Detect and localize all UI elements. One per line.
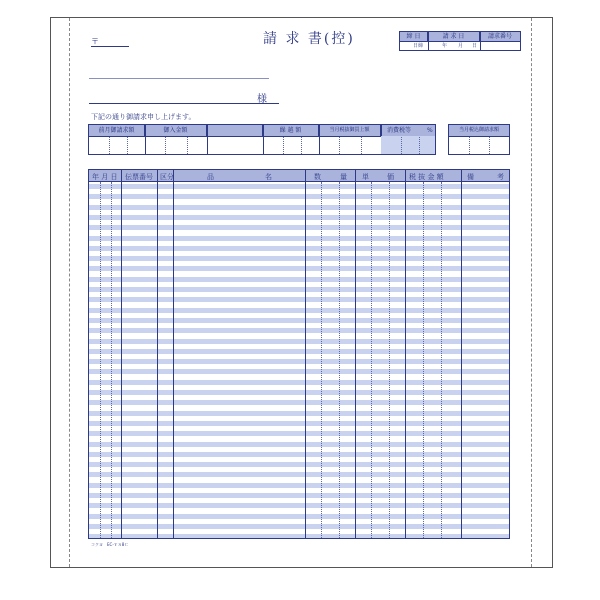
col-date-header: 年 月 日 bbox=[92, 173, 118, 181]
col-sep-5 bbox=[355, 170, 356, 538]
qty-dot-1 bbox=[321, 182, 322, 538]
col-notes-header-1: 備 bbox=[467, 173, 474, 181]
row-stripe bbox=[89, 266, 509, 271]
date-box-sep-1 bbox=[428, 32, 429, 50]
col-notes-header-2: 考 bbox=[497, 173, 504, 181]
day-suffix: 日 bbox=[472, 43, 478, 49]
total-dot-1 bbox=[469, 137, 470, 154]
postal-line bbox=[91, 46, 129, 47]
col-sep-7 bbox=[461, 170, 462, 538]
col-sep-3 bbox=[173, 170, 174, 538]
form-code: コクヨ EC-ＹＳ8Ｃ bbox=[91, 542, 129, 547]
dot-2 bbox=[127, 137, 128, 154]
dot-6 bbox=[301, 137, 302, 154]
row-stripe bbox=[89, 194, 509, 199]
price-dot-1 bbox=[371, 182, 372, 538]
right-perforation bbox=[531, 18, 532, 567]
row-stripe bbox=[89, 205, 509, 210]
row-stripe bbox=[89, 472, 509, 477]
consumption-tax-header: 消費税等 bbox=[381, 125, 435, 136]
row-stripe bbox=[89, 462, 509, 467]
col-item-header-1: 品 bbox=[207, 173, 214, 181]
row-stripe bbox=[89, 287, 509, 292]
price-dot-2 bbox=[389, 182, 390, 538]
total-including-tax-header: 当月税込御請求額 bbox=[449, 125, 509, 136]
month-suffix: 月 bbox=[458, 43, 464, 49]
col-sep-6 bbox=[405, 170, 406, 538]
dot-4 bbox=[187, 137, 188, 154]
tax-field-shade bbox=[381, 136, 435, 154]
row-stripe bbox=[89, 534, 509, 539]
row-stripe bbox=[89, 349, 509, 354]
document-title: 請 求 書(控) bbox=[263, 31, 355, 47]
summary-box bbox=[88, 124, 436, 155]
col-amount-header: 税 抜 金 額 bbox=[409, 173, 444, 181]
dot-8 bbox=[361, 137, 362, 154]
col-price-header-2: 価 bbox=[387, 173, 394, 181]
year-suffix: 年 bbox=[442, 43, 448, 49]
dot-3 bbox=[165, 137, 166, 154]
invoice-form-sheet bbox=[50, 17, 553, 568]
row-stripe bbox=[89, 431, 509, 436]
total-box bbox=[448, 124, 510, 155]
col-price-header-1: 単 bbox=[362, 173, 369, 181]
summary-sep-4 bbox=[319, 125, 320, 154]
blank-header bbox=[207, 125, 263, 136]
amount-dot-2 bbox=[441, 182, 442, 538]
row-stripe bbox=[89, 308, 509, 313]
prev-month-invoice-header: 前月御請求額 bbox=[89, 125, 145, 136]
col-sep-4 bbox=[305, 170, 306, 538]
row-stripe bbox=[89, 514, 509, 519]
row-stripe bbox=[89, 256, 509, 261]
row-stripe bbox=[89, 400, 509, 405]
qty-dot-2 bbox=[339, 182, 340, 538]
row-stripe bbox=[89, 493, 509, 498]
row-stripe bbox=[89, 236, 509, 241]
row-stripe bbox=[89, 503, 509, 508]
col-qty-header-1: 数 bbox=[314, 173, 321, 181]
carry-over-header: 繰 越 額 bbox=[263, 125, 319, 136]
row-stripe bbox=[89, 390, 509, 395]
col-sep-2 bbox=[157, 170, 158, 538]
row-stripe bbox=[89, 246, 509, 251]
row-stripe bbox=[89, 380, 509, 385]
closing-day-header: 締 日 bbox=[400, 32, 428, 41]
current-purchase-header: 当月税抜御買上額 bbox=[319, 125, 381, 136]
row-stripe bbox=[89, 277, 509, 282]
intro-text: 下記の通り御請求申し上げます。 bbox=[91, 113, 196, 121]
row-stripe bbox=[89, 184, 509, 189]
payment-received-header: 御入金額 bbox=[145, 125, 207, 136]
row-stripe bbox=[89, 411, 509, 416]
row-stripe bbox=[89, 297, 509, 302]
summary-sep-2 bbox=[207, 125, 208, 154]
date-number-box bbox=[399, 31, 521, 51]
address-line-1 bbox=[89, 78, 269, 79]
amount-dot-1 bbox=[423, 182, 424, 538]
postal-mark: 〒 bbox=[91, 37, 99, 46]
dot-1 bbox=[109, 137, 110, 154]
closing-day-suffix: 日締 bbox=[413, 43, 424, 49]
col-category-header: 区分 bbox=[160, 173, 174, 181]
summary-sep-3 bbox=[263, 125, 264, 154]
col-item-header-2: 名 bbox=[265, 173, 272, 181]
honorific-sama: 様 bbox=[257, 94, 267, 105]
line-items-table bbox=[88, 169, 510, 539]
col-sep-1 bbox=[121, 170, 122, 538]
address-line-2 bbox=[89, 103, 279, 104]
date-dot-2 bbox=[111, 182, 112, 538]
row-stripe bbox=[89, 452, 509, 457]
invoice-date-header: 請 求 日 bbox=[428, 32, 480, 41]
dot-5 bbox=[283, 137, 284, 154]
percent-sign: % bbox=[427, 127, 433, 134]
col-slip-no-header: 伝票番号 bbox=[125, 173, 153, 181]
total-dot-2 bbox=[489, 137, 490, 154]
total-divider bbox=[449, 136, 509, 137]
row-stripe bbox=[89, 225, 509, 230]
date-dot-1 bbox=[100, 182, 101, 538]
row-stripe bbox=[89, 524, 509, 529]
row-stripe bbox=[89, 328, 509, 333]
row-stripe bbox=[89, 483, 509, 488]
row-stripe bbox=[89, 421, 509, 426]
left-perforation bbox=[69, 18, 70, 567]
table-header-divider bbox=[89, 181, 509, 182]
dot-10 bbox=[419, 137, 420, 154]
row-stripe bbox=[89, 318, 509, 323]
row-stripe bbox=[89, 339, 509, 344]
row-stripe bbox=[89, 442, 509, 447]
dot-9 bbox=[401, 137, 402, 154]
date-box-sep-2 bbox=[480, 32, 481, 50]
dot-7 bbox=[339, 137, 340, 154]
summary-sep-1 bbox=[145, 125, 146, 154]
row-stripe bbox=[89, 359, 509, 364]
row-stripe bbox=[89, 215, 509, 220]
row-stripe bbox=[89, 369, 509, 374]
invoice-number-header: 請求番号 bbox=[480, 32, 520, 41]
col-qty-header-2: 量 bbox=[340, 173, 347, 181]
